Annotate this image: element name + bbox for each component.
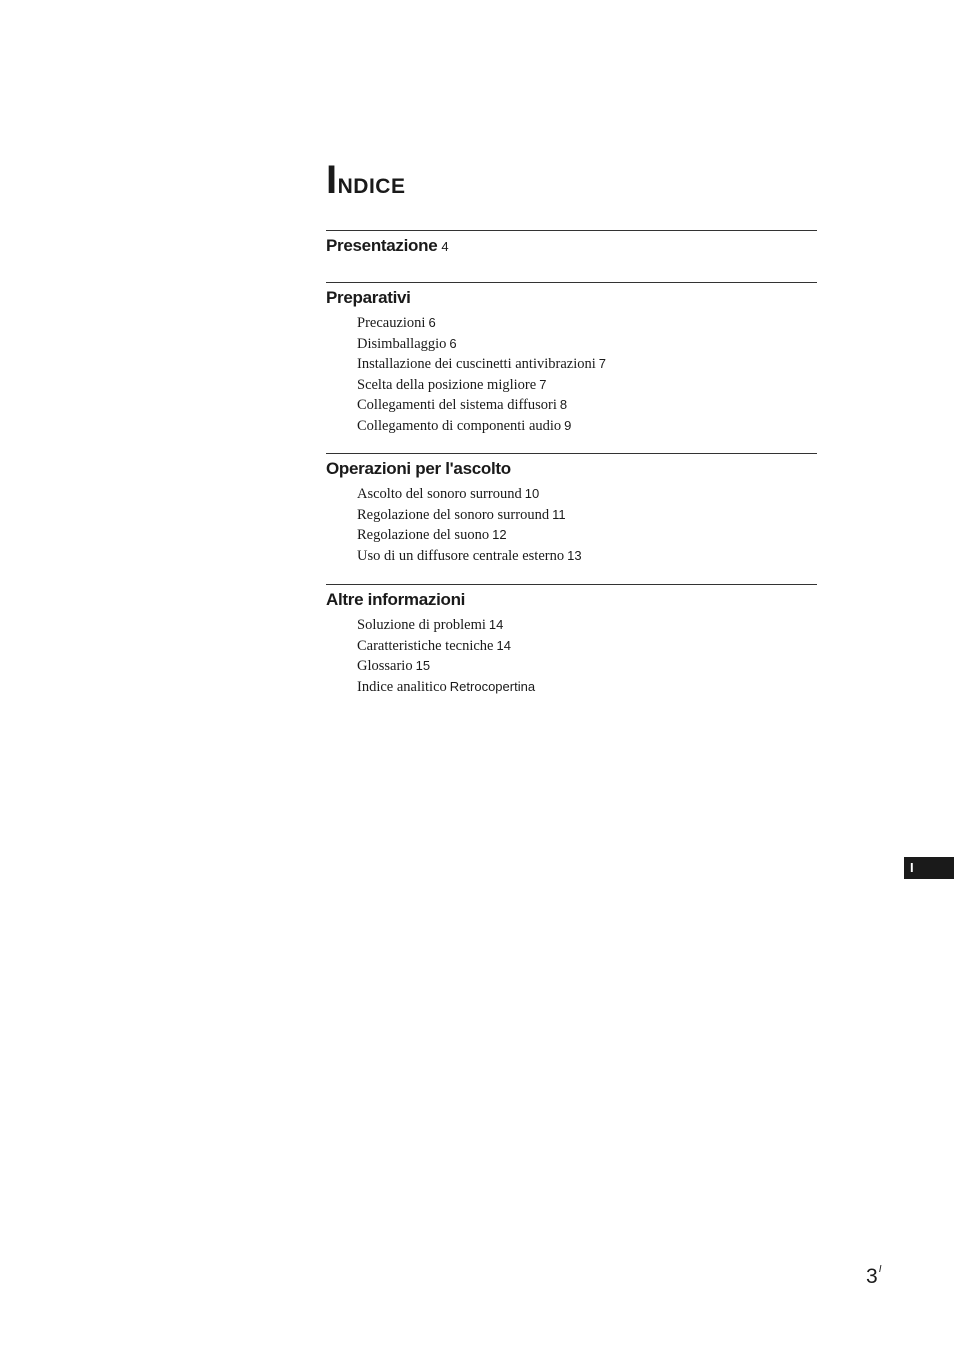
toc-entry [357, 395, 817, 416]
toc-entry [357, 484, 817, 505]
page-title-rest: ndice [337, 167, 406, 200]
toc-entry [357, 416, 817, 437]
toc-entry-label: Regolazione del suono [357, 527, 490, 544]
section-heading-label: Preparativi [326, 288, 411, 307]
toc-entry [357, 354, 817, 375]
toc-entry-label: Installazione dei cuscinetti antivibrazioni [357, 356, 596, 373]
section-page-number: 4 [441, 239, 449, 254]
page-number-suffix: I [878, 1264, 882, 1275]
toc-entry-page: 11 [552, 506, 566, 522]
toc-section-preparativi [326, 282, 817, 437]
page-number [866, 1266, 881, 1287]
toc-entry [357, 546, 817, 567]
toc-entry-label: Collegamento di componenti audio [357, 417, 562, 434]
toc-entry-page: Retrocopertina [449, 678, 536, 694]
toc-entry-list [357, 484, 817, 566]
toc-entry-label: Regolazione del sonoro surround [357, 506, 550, 523]
toc-entry-page: 14 [488, 617, 504, 632]
section-heading-label: Operazioni per l'ascolto [326, 459, 511, 478]
toc-entry-label: Soluzione di problemi [357, 617, 486, 633]
toc-entry-page: 12 [492, 527, 507, 543]
toc-entry [357, 677, 817, 698]
page-number-value: 3 [866, 1265, 878, 1288]
toc-entry-label: Precauzioni [357, 315, 426, 331]
toc-entry-label: Caratteristiche tecniche [357, 637, 494, 654]
toc-section-presentazione [326, 230, 817, 257]
toc-entry-page: 13 [567, 547, 582, 563]
toc-entry-list [357, 313, 817, 437]
section-heading [326, 231, 817, 257]
toc-entry-page: 8 [559, 397, 568, 413]
toc-entry [357, 375, 817, 396]
toc-entry [357, 334, 817, 355]
toc-entry [357, 525, 817, 546]
toc-entry [357, 313, 817, 334]
toc-entry [357, 636, 817, 657]
toc-entry-page: 6 [449, 335, 457, 351]
toc-entry-page: 14 [496, 637, 511, 653]
toc-entry-label: Collegamenti del sistema diffusori [357, 397, 557, 414]
toc-entry-page: 9 [564, 417, 572, 433]
toc-entry-page: 6 [428, 315, 436, 330]
section-heading-label: Altre informazioni [326, 590, 466, 609]
page-title-initial: I [326, 158, 338, 202]
toc-entry [357, 656, 817, 677]
toc-entry-label: Ascolto del sonoro surround [357, 486, 522, 502]
toc-entry-label: Scelta della posizione migliore [357, 376, 537, 393]
section-heading [326, 585, 817, 610]
toc-entry-label: Disimballaggio [357, 335, 447, 352]
toc-entry [357, 505, 817, 526]
toc-entry-page: 7 [539, 376, 547, 392]
page-title [326, 160, 405, 200]
toc-entry-label: Indice analitico [357, 678, 447, 695]
section-heading [326, 283, 817, 308]
section-heading [326, 454, 817, 479]
toc-entry-label: Glossario [357, 658, 413, 675]
toc-entry-label: Uso di un diffusore centrale esterno [357, 547, 565, 564]
language-tab: I [904, 857, 954, 879]
toc-entry-page: 7 [598, 356, 606, 372]
section-heading-label: Presentazione [326, 236, 438, 255]
toc-entry-page: 15 [415, 658, 431, 674]
toc-section-operazioni [326, 453, 817, 566]
toc-entry-list [357, 615, 817, 697]
toc-entry [357, 615, 817, 636]
toc-entry-page: 10 [524, 486, 540, 501]
toc-section-altre-informazioni [326, 584, 817, 697]
